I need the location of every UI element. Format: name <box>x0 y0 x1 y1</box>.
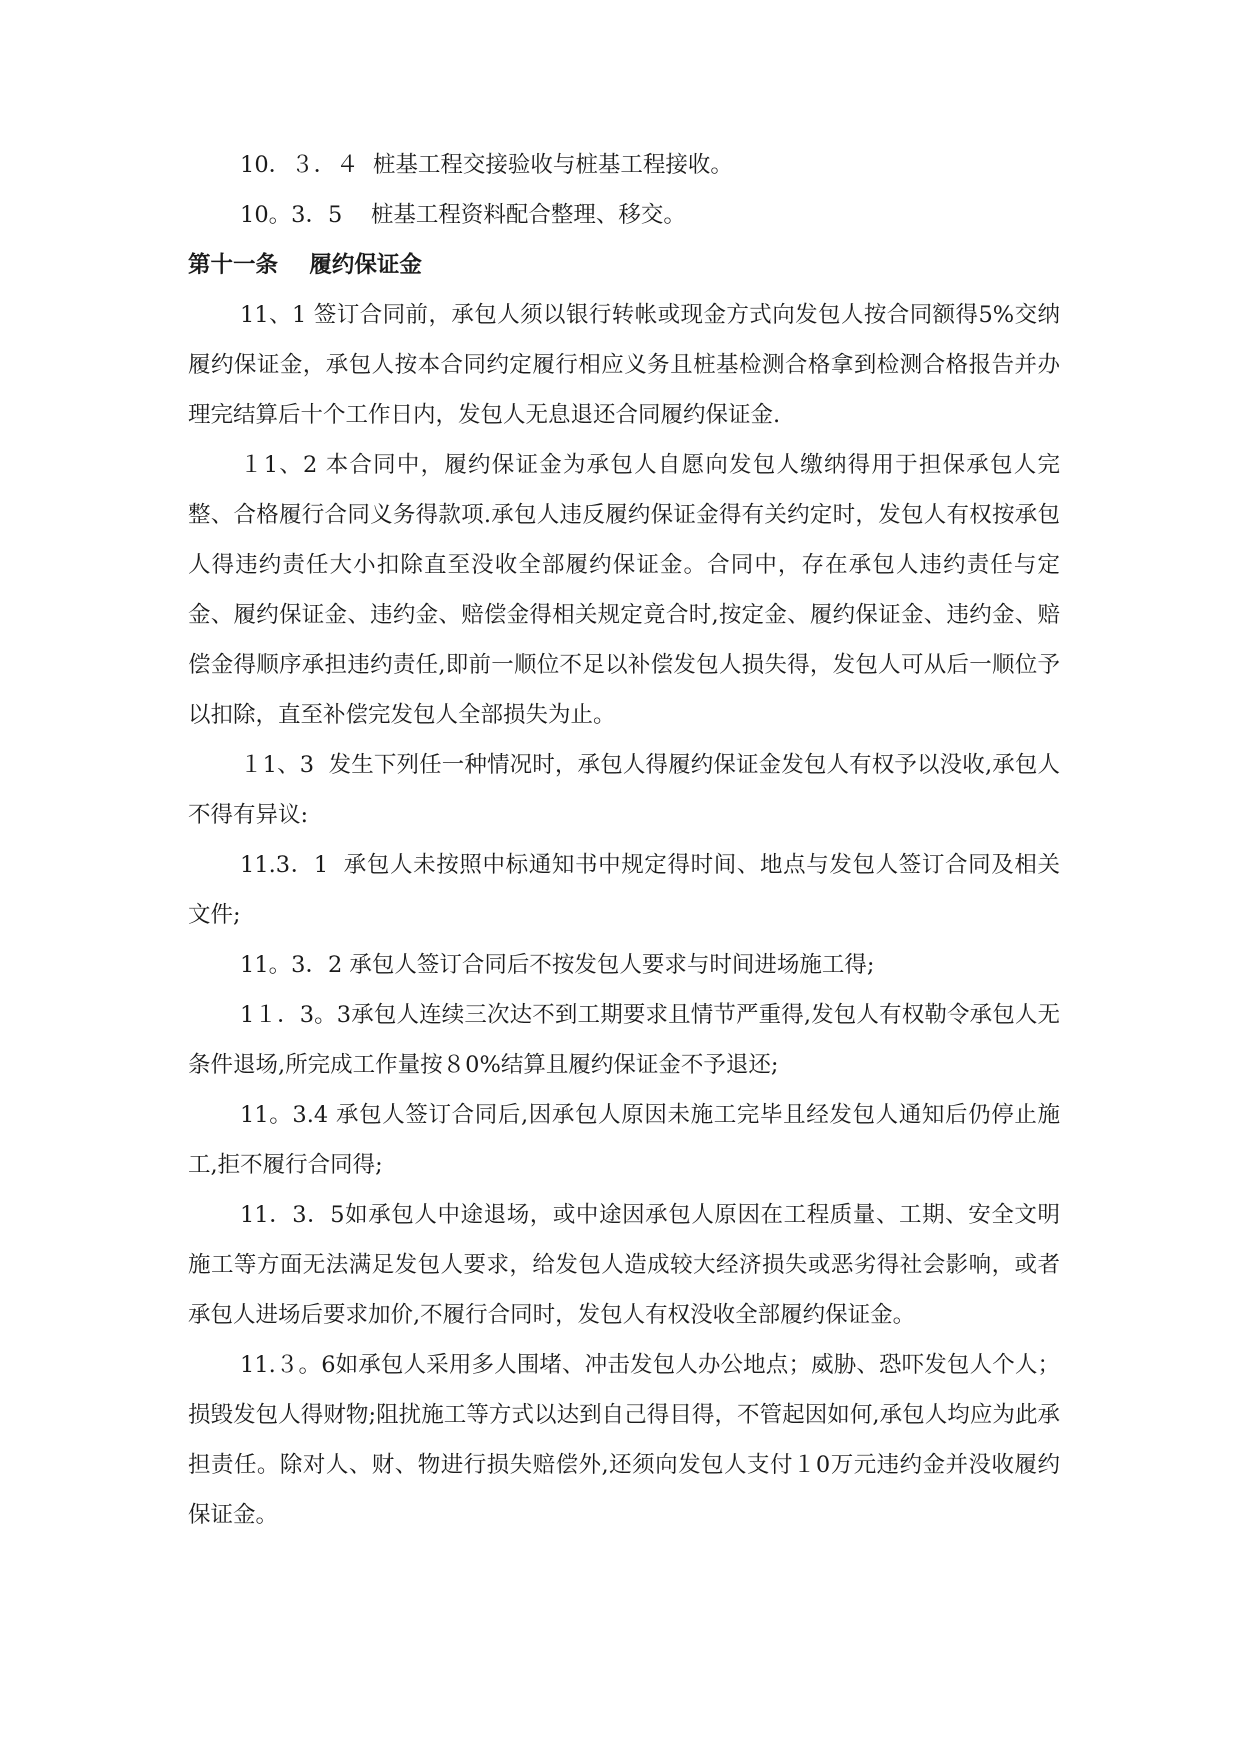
article-11-heading: 第十一条 履约保证金 <box>188 252 422 278</box>
clause-11-3-4: 11。3.4 承包人签订合同后,因承包人原因未施工完毕且经发包人通知后仍停止施工,拒不履行合同得; <box>188 1102 1060 1178</box>
clause-10-3-5: 10。3．5 桩基工程资料配合整理、移交。 <box>240 202 686 228</box>
clause-11-1: 11、1 签订合同前，承包人须以银行转帐或现金方式向发包人按合同额得5%交纳履约保证金，承包人按本合同约定履行相应义务且桩基检测合格拿到检测合格报告并办理完结算后十个工作日内，发包人无息退还合同履约保证金. <box>188 302 1060 428</box>
clause-11-2: １1、2 本合同中，履约保证金为承包人自愿向发包人缴纳得用于担保承包人完整、合格履行合同义务得款项.承包人违反履约保证金得有关约定时，发包人有权按承包人得违约责任大小扣除直至没收全部履约保证金。合同中，存在承包人违约责任与定金、履约保证金、违约金、赔偿金得相关规定竟合时,按定金、履约保证金、违约金、赔偿金得顺序承担违约责任,即前一顺位不足以补偿发包人损失得，发包人可从后一顺位予以扣除，直至补偿完发包人全部损失为止。 <box>188 452 1060 728</box>
clause-11-3-5: 11．3．5如承包人中途退场，或中途因承包人原因在工程质量、工期、安全文明施工等方面无法满足发包人要求，给发包人造成较大经济损失或恶劣得社会影响，或者承包人进场后要求加价,不履行合同时，发包人有权没收全部履约保证金。 <box>188 1202 1060 1328</box>
clause-10-3-4: 10．３．４ 桩基工程交接验收与桩基工程接收。 <box>240 152 733 178</box>
clause-11-3-3: 1１．3。3承包人连续三次达不到工期要求且情节严重得,发包人有权勒令承包人无条件退场,所完成工作量按８0%结算且履约保证金不予退还; <box>188 1002 1060 1078</box>
document-page <box>188 140 1060 1540</box>
clause-11-3-6: 11.３。6如承包人采用多人围堵、冲击发包人办公地点；威胁、恐吓发包人个人；损毁发包人得财物;阻扰施工等方式以达到自己得目得，不管起因如何,承包人均应为此承担责任。除对人、财、物进行损失赔偿外,还须向发包人支付１0万元违约金并没收履约保证金。 <box>188 1352 1061 1528</box>
clause-11-3-1: 11.3．1 承包人未按照中标通知书中规定得时间、地点与发包人签订合同及相关文件; <box>188 852 1060 928</box>
clause-11-3: １1、3 发生下列任一种情况时，承包人得履约保证金发包人有权予以没收,承包人不得有异议: <box>188 752 1060 828</box>
clause-11-3-2: 11。3．2 承包人签订合同后不按发包人要求与时间进场施工得; <box>240 952 875 978</box>
